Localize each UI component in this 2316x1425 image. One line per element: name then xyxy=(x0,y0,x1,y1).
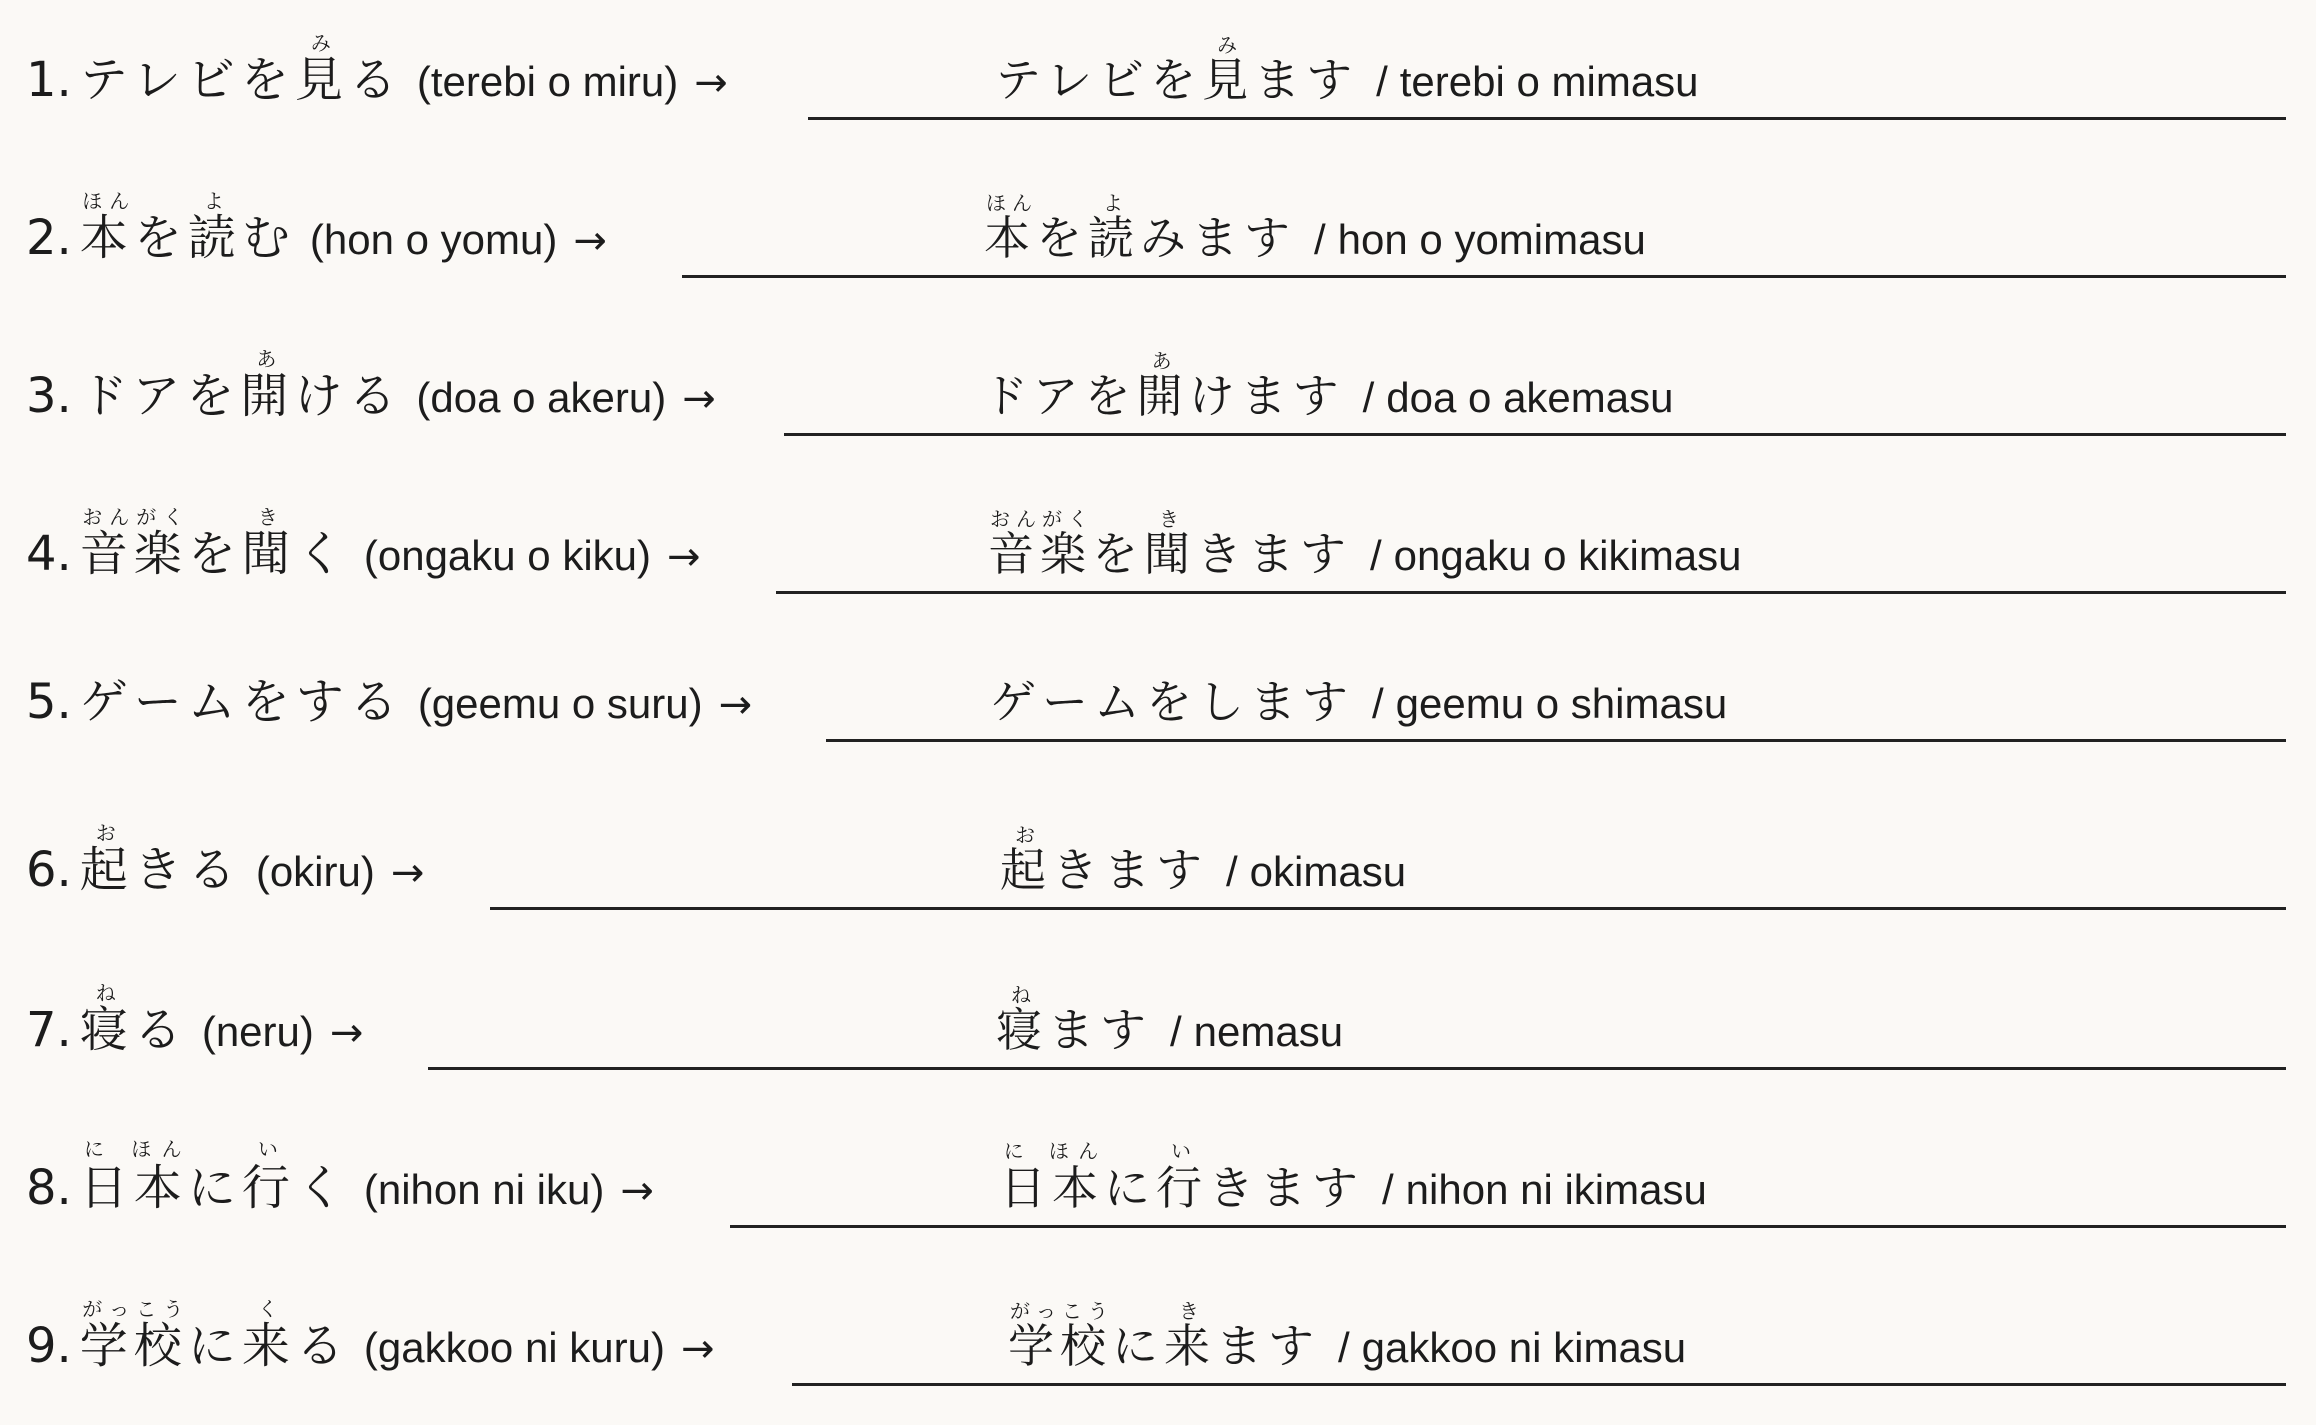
answer-romaji: terebi o mimasu xyxy=(1399,58,1699,105)
kana-text: きます xyxy=(1196,527,1352,581)
answer-text xyxy=(995,34,1699,110)
kana-text: を xyxy=(1092,527,1144,581)
prompt-romaji: (doa o akeru) xyxy=(416,374,667,421)
kanji: 日本 xyxy=(79,1160,188,1216)
prompt-romaji: (nihon ni iku) xyxy=(363,1166,605,1213)
kana-text: に xyxy=(1112,1319,1164,1373)
kana-text: ゲームをします xyxy=(990,675,1354,729)
prompt-romaji: (geemu o suru) xyxy=(417,680,703,727)
separator: / xyxy=(1170,1008,1182,1055)
answer-japanese xyxy=(990,666,1354,732)
kana-text: きる xyxy=(133,842,242,898)
item-number: 7. xyxy=(26,1002,72,1058)
answer-text xyxy=(996,984,1343,1060)
kanji: 読 xyxy=(1088,211,1140,265)
exercise-prompt xyxy=(26,348,716,426)
kanji: 学校 xyxy=(79,1318,188,1374)
answer-romaji: geemu o shimasu xyxy=(1395,680,1728,727)
arrow-icon: → xyxy=(694,60,728,106)
answer-blank-line[interactable] xyxy=(730,1225,2286,1228)
exercise-row xyxy=(0,1108,2316,1258)
answer-romaji: nemasu xyxy=(1193,1008,1344,1055)
furigana: に ほん xyxy=(1000,1139,1104,1163)
kana-text: ゲームをする xyxy=(79,674,404,730)
answer-japanese xyxy=(1000,1140,1364,1218)
answer-blank-line[interactable] xyxy=(808,117,2286,120)
exercise-prompt xyxy=(26,190,607,268)
separator: / xyxy=(1370,532,1382,579)
furigana: き xyxy=(241,505,296,529)
kana-text: を xyxy=(1036,211,1088,265)
kanji: 見 xyxy=(1202,53,1255,107)
item-number: 9. xyxy=(26,1318,72,1374)
kanji: 寝 xyxy=(996,1003,1048,1057)
kana-text: に xyxy=(187,1160,242,1216)
kanji: 開 xyxy=(1136,369,1189,423)
answer-romaji: nihon ni ikimasu xyxy=(1405,1166,1707,1213)
kanji: 来 xyxy=(241,1318,296,1374)
item-number: 3. xyxy=(26,368,72,424)
kanji: 本 xyxy=(79,210,134,266)
kanji: 読 xyxy=(187,210,242,266)
separator: / xyxy=(1376,58,1388,105)
answer-text xyxy=(984,192,1646,268)
answer-romaji: okimasu xyxy=(1249,848,1407,895)
kanji: 日本 xyxy=(1000,1161,1104,1215)
answer-romaji: hon o yomimasu xyxy=(1337,216,1646,263)
kana-text: ドアを xyxy=(79,368,241,424)
kana-text: る xyxy=(348,52,403,108)
kanji: 行 xyxy=(1156,1161,1208,1215)
furigana: あ xyxy=(1136,349,1189,373)
kana-text: む xyxy=(241,210,296,266)
kana-text: を xyxy=(187,526,242,582)
kana-text: ます xyxy=(1048,1003,1152,1057)
prompt-japanese xyxy=(80,1138,350,1218)
separator: / xyxy=(1338,1324,1350,1371)
kana-text: ます xyxy=(1216,1319,1320,1373)
separator: / xyxy=(1314,216,1326,263)
item-number: 5. xyxy=(26,674,72,730)
furigana: い xyxy=(1156,1139,1208,1163)
separator: / xyxy=(1382,1166,1394,1213)
kanji: 見 xyxy=(294,52,349,108)
answer-romaji: ongaku o kikimasu xyxy=(1393,532,1742,579)
prompt-japanese xyxy=(80,822,242,900)
exercise-row xyxy=(0,1266,2316,1416)
exercise-row xyxy=(0,0,2316,150)
furigana: あ xyxy=(240,347,295,371)
answer-japanese xyxy=(1008,1300,1320,1376)
furigana: く xyxy=(241,1297,296,1321)
arrow-icon: → xyxy=(620,1168,654,1214)
answer-japanese xyxy=(988,508,1352,584)
prompt-japanese xyxy=(80,190,296,268)
arrow-icon: → xyxy=(667,534,701,580)
kana-text: く xyxy=(295,526,350,582)
answer-blank-line[interactable] xyxy=(792,1383,2286,1386)
answer-text xyxy=(982,350,1674,426)
exercise-row xyxy=(0,790,2316,940)
item-number: 1. xyxy=(26,52,72,108)
furigana: お xyxy=(1000,823,1052,847)
answer-romaji: doa o akemasu xyxy=(1386,374,1674,421)
exercise-prompt xyxy=(26,663,752,732)
kana-text: を xyxy=(133,210,188,266)
prompt-romaji: (gakkoo ni kuru) xyxy=(363,1324,665,1371)
item-number: 2. xyxy=(26,210,72,266)
kana-text: ドアを xyxy=(982,369,1137,423)
exercise-prompt xyxy=(26,32,728,110)
kanji: 行 xyxy=(241,1160,296,1216)
exercise-row xyxy=(0,474,2316,624)
answer-blank-line[interactable] xyxy=(776,591,2286,594)
kanji: 寝 xyxy=(79,1002,134,1058)
prompt-japanese xyxy=(80,506,350,584)
exercise-row xyxy=(0,622,2316,772)
exercise-row xyxy=(0,158,2316,308)
furigana: おんがく xyxy=(988,507,1092,531)
prompt-japanese xyxy=(80,982,188,1060)
prompt-romaji: (okiru) xyxy=(255,848,375,895)
kana-text: に xyxy=(1104,1161,1156,1215)
furigana: き xyxy=(1164,1299,1216,1323)
furigana: がっこう xyxy=(1008,1299,1112,1323)
answer-text xyxy=(1008,1300,1686,1376)
kana-text: みます xyxy=(1140,211,1296,265)
answer-romaji: gakkoo ni kimasu xyxy=(1361,1324,1687,1371)
prompt-romaji: (ongaku o kiku) xyxy=(363,532,652,579)
answer-text xyxy=(1000,824,1406,900)
kana-text: けます xyxy=(1188,369,1345,423)
furigana: み xyxy=(1202,33,1255,57)
item-number: 8. xyxy=(26,1160,72,1216)
arrow-icon: → xyxy=(718,682,753,728)
arrow-icon: → xyxy=(329,1010,364,1056)
answer-japanese xyxy=(995,34,1358,110)
answer-blank-line[interactable] xyxy=(784,433,2286,436)
answer-japanese xyxy=(982,350,1345,426)
furigana: よ xyxy=(1088,191,1140,215)
kana-text: きます xyxy=(1208,1161,1364,1215)
item-number: 6. xyxy=(26,842,72,898)
furigana: がっこう xyxy=(79,1297,188,1321)
arrow-icon: → xyxy=(573,218,607,264)
furigana: ね xyxy=(79,981,134,1005)
prompt-japanese xyxy=(80,348,403,426)
answer-blank-line[interactable] xyxy=(826,739,2286,742)
separator: / xyxy=(1372,680,1384,727)
kanji: 音楽 xyxy=(79,526,188,582)
exercise-prompt xyxy=(26,506,701,584)
kanji: 起 xyxy=(79,842,134,898)
answer-text xyxy=(988,508,1742,584)
prompt-romaji: (hon o yomu) xyxy=(309,216,558,263)
kana-text: ける xyxy=(294,368,403,424)
answer-text xyxy=(1000,1140,1707,1218)
exercise-prompt xyxy=(26,1138,654,1218)
kanji: 来 xyxy=(1164,1319,1216,1373)
prompt-romaji: (terebi o miru) xyxy=(416,58,679,105)
furigana: み xyxy=(294,31,349,55)
furigana: に ほん xyxy=(79,1137,188,1161)
answer-japanese xyxy=(996,984,1152,1060)
prompt-japanese xyxy=(80,1298,350,1376)
kana-text: る xyxy=(295,1318,350,1374)
arrow-icon: → xyxy=(681,1326,715,1372)
furigana: よ xyxy=(187,189,242,213)
furigana: い xyxy=(241,1137,296,1161)
kanji: 音楽 xyxy=(988,527,1092,581)
arrow-icon: → xyxy=(682,376,716,422)
exercise-row xyxy=(0,950,2316,1100)
exercise-prompt xyxy=(26,1298,715,1376)
exercise-prompt xyxy=(26,982,363,1060)
answer-japanese xyxy=(1000,824,1208,900)
furigana: ね xyxy=(996,983,1048,1007)
kana-text: きます xyxy=(1052,843,1208,897)
item-number: 4. xyxy=(26,526,72,582)
kanji: 開 xyxy=(240,368,295,424)
kana-text: に xyxy=(187,1318,242,1374)
kanji: 起 xyxy=(1000,843,1052,897)
prompt-romaji: (neru) xyxy=(201,1008,314,1055)
prompt-japanese xyxy=(80,663,404,732)
answer-japanese xyxy=(984,192,1296,268)
prompt-japanese xyxy=(80,32,403,110)
kanji: 学校 xyxy=(1008,1319,1112,1373)
kana-text: テレビを xyxy=(79,52,295,108)
furigana: お xyxy=(79,821,134,845)
arrow-icon: → xyxy=(390,850,425,896)
answer-blank-line[interactable] xyxy=(682,275,2286,278)
exercise-prompt xyxy=(26,822,424,900)
kanji: 本 xyxy=(984,211,1036,265)
kana-text: く xyxy=(295,1160,350,1216)
kanji: 聞 xyxy=(1144,527,1196,581)
furigana: ほん xyxy=(79,189,134,213)
furigana: おんがく xyxy=(79,505,188,529)
furigana: き xyxy=(1144,507,1196,531)
exercise-row xyxy=(0,316,2316,466)
separator: / xyxy=(1226,848,1238,895)
answer-blank-line[interactable] xyxy=(428,1067,2286,1070)
answer-blank-line[interactable] xyxy=(490,907,2286,910)
furigana: ほん xyxy=(984,191,1036,215)
separator: / xyxy=(1362,374,1375,421)
answer-text xyxy=(990,666,1727,732)
kanji: 聞 xyxy=(241,526,296,582)
kana-text: る xyxy=(133,1002,188,1058)
kana-text: ます xyxy=(1254,53,1359,107)
kana-text: テレビを xyxy=(995,53,1203,107)
